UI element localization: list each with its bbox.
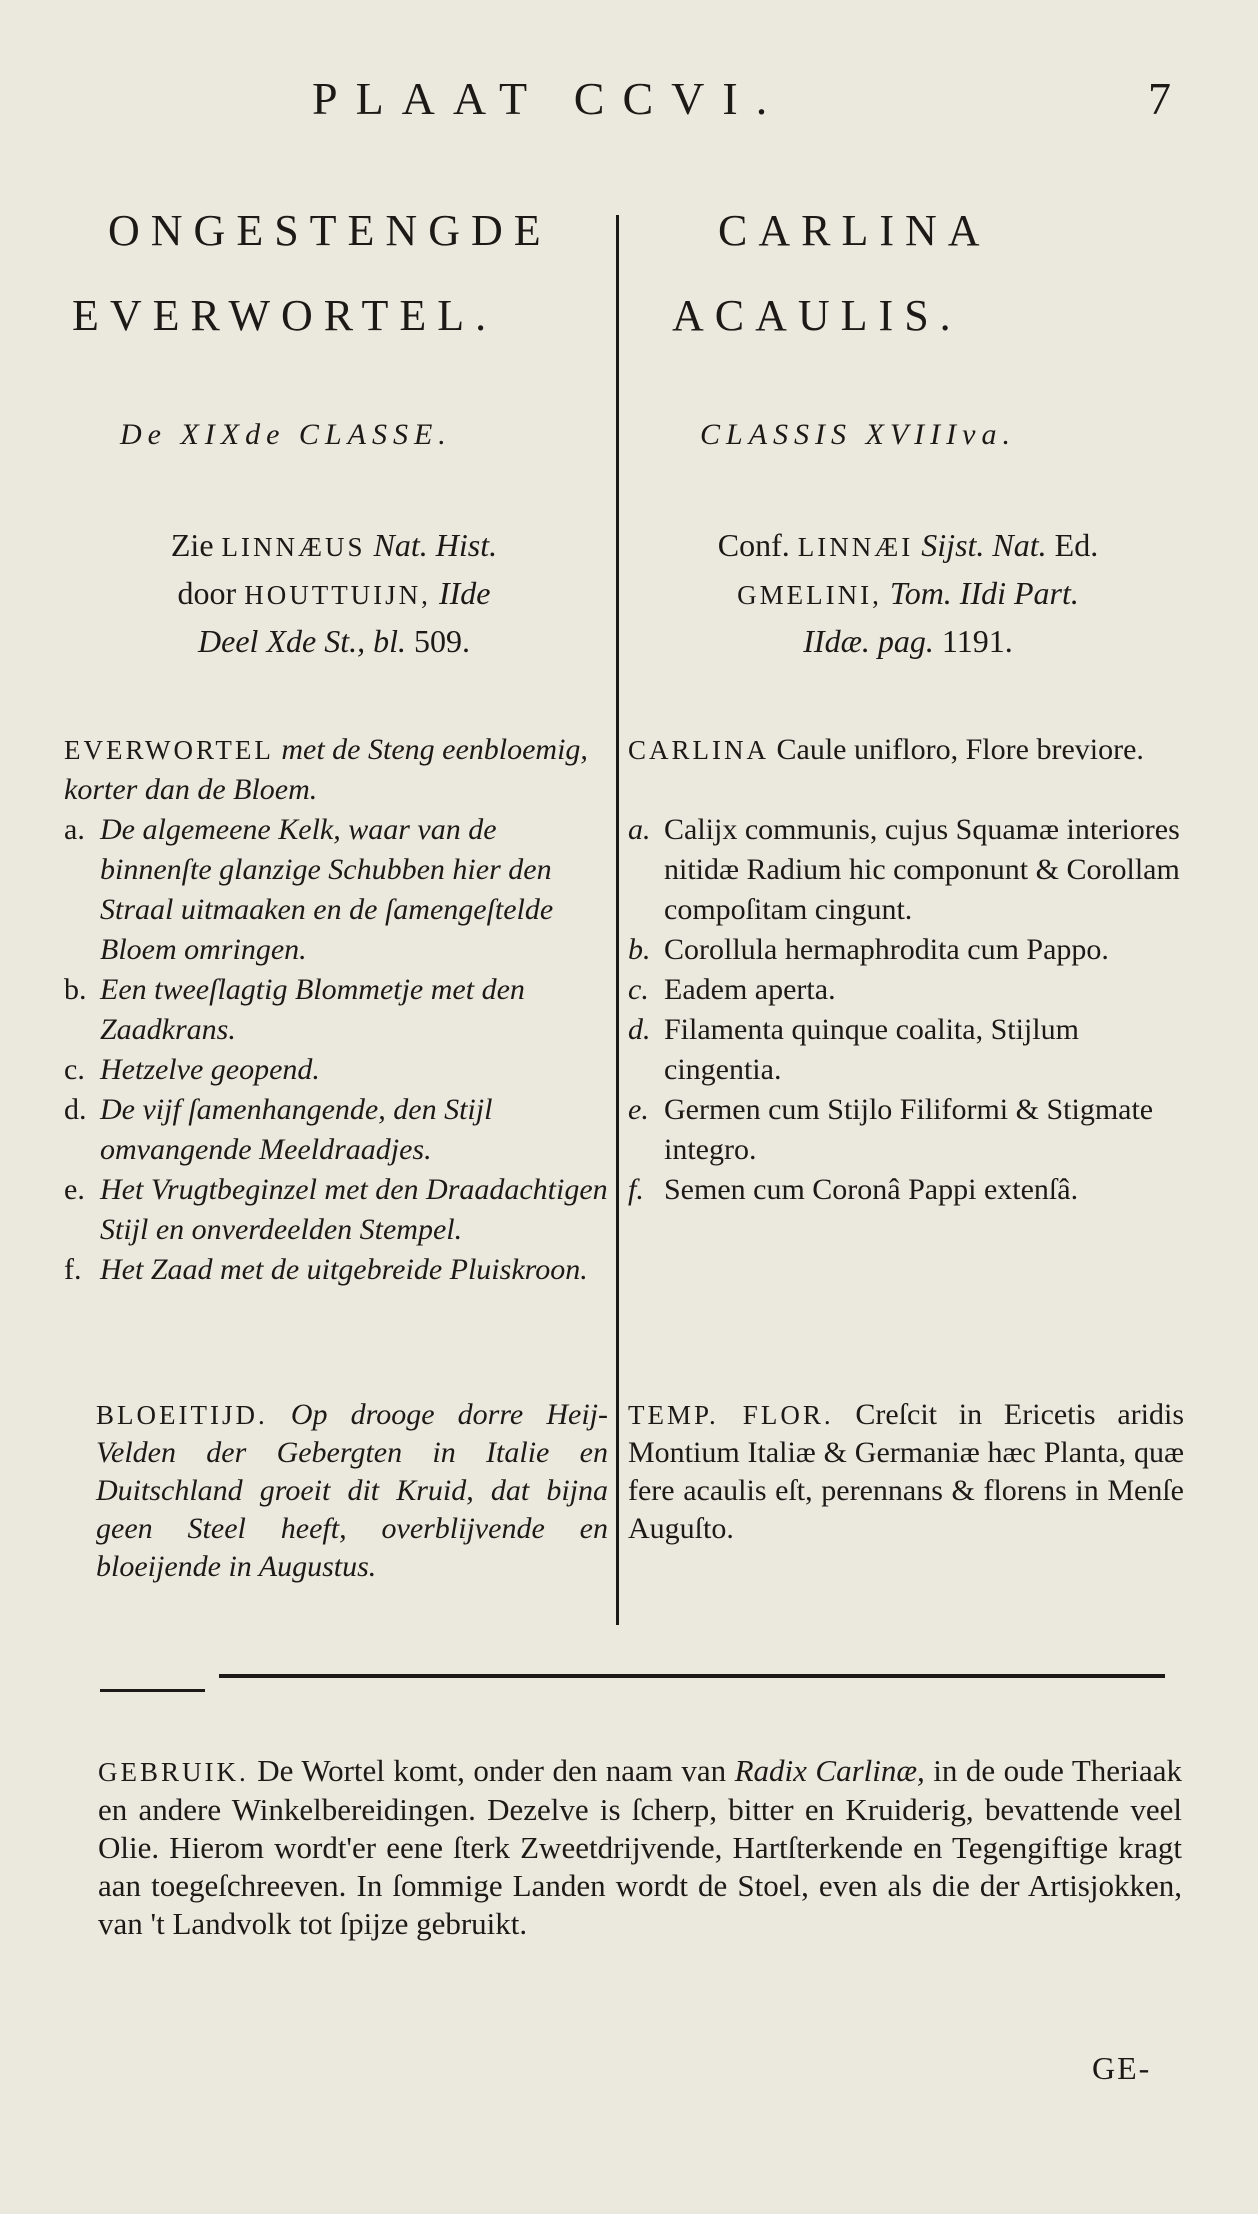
latin-reference: Conf. LINNÆI Sijst. Nat. Ed. GMELINI, Tom. IIdi Part. IIdæ. pag. 1191. xyxy=(717,527,1099,659)
latin-title-line2: ACAULIS. xyxy=(672,291,962,340)
latin-lead-name: CARLINA xyxy=(628,735,769,765)
section-rule-long xyxy=(219,1674,1165,1678)
list-item: a. Calijx communis, cujus Squamæ interiores nitidæ Radium hic componunt & Corollam compoſitam cingunt. xyxy=(628,813,1180,926)
latin-title-line1: CARLINA xyxy=(718,206,991,255)
section-rule-short xyxy=(100,1689,205,1692)
list-item: c. Hetzelve geopend. xyxy=(64,1053,320,1086)
dutch-lead-text: met de Steng eenbloemig, korter dan de Bloem. xyxy=(64,733,588,806)
list-item: f. Semen cum Coronâ Pappi extenſâ. xyxy=(628,1173,1079,1206)
dutch-flowering: BLOEITIJD. Op drooge dorre Heij-Velden der Gebergten in Italie en Duitschland groeit dit Kruid, dat bijna geen Steel heeft, overblijvende en bloeijende in Augustus. xyxy=(96,1398,609,1583)
latin-flowering: TEMP. FLOR. Creſcit in Ericetis aridis Montium Italiæ & Germaniæ hæc Planta, quæ fere acaulis eſt, perennans & florens in Menſe Auguſto. xyxy=(628,1398,1184,1545)
dutch-classe: De XIXde CLASSE. xyxy=(120,418,452,451)
list-item: c. Eadem aperta. xyxy=(628,973,836,1006)
list-item: b. Een tweeſlagtig Blommetje met den Zaadkrans. xyxy=(64,973,525,1046)
latin-item-list xyxy=(628,810,1188,1210)
dutch-lead xyxy=(64,730,610,810)
list-item: e. Het Vrugtbeginzel met den Draadachtigen Stijl en onverdeelden Stempel. xyxy=(64,1173,608,1246)
list-item: f. Het Zaad met de uitgebreide Pluiskroon. xyxy=(64,1253,588,1286)
list-item: a. De algemeene Kelk, waar van de binnenſte glanzige Schubben hier den Straal uitmaaken en de ſamengeſtelde Bloem omringen. xyxy=(64,813,554,966)
latin-lead-text: Caule unifloro, Flore breviore. xyxy=(776,733,1144,766)
dutch-item-list xyxy=(64,810,610,1290)
usage-label: GEBRUIK. xyxy=(98,1757,249,1787)
page-number: 7 xyxy=(1148,73,1171,124)
dutch-title-line1: ONGESTENGDE xyxy=(108,206,552,255)
plate-header: PLAAT CCVI. xyxy=(312,73,786,124)
dutch-lead-name: EVERWORTEL xyxy=(64,735,274,765)
catchword: GE- xyxy=(1092,2050,1152,2086)
list-item: b. Corollula hermaphrodita cum Pappo. xyxy=(628,933,1109,966)
list-item: d. De vijf ſamenhangende, den Stijl omvangende Meeldraadjes. xyxy=(64,1093,493,1166)
list-item: e. Germen cum Stijlo Filiformi & Stigmate integro. xyxy=(628,1093,1154,1166)
usage-paragraph: GEBRUIK. De Wortel komt, onder den naam van Radix Carlinæ, in de oude Theriaak en andere Winkelbereidingen. Dezelve is ſcherp, bitter en Kruiderig, bevattende veel Olie. Hierom wordt'er eene ſterk Zweetdrijvende, Hartſterkende en Tegengiftige kragt aan toegeſchreeven. In ſommige Landen wordt de Stoel, even als die der Artisjokken, van 't Landvolk tot ſpijze gebruikt. xyxy=(98,1753,1183,1941)
dutch-title-line2: EVERWORTEL. xyxy=(72,291,498,340)
latin-lead xyxy=(628,730,1188,770)
dutch-reference: Zie LINNÆUS Nat. Hist. door HOUTTUIJN, IIde Deel Xde St., bl. 509. xyxy=(170,527,498,659)
list-item: d. Filamenta quinque coalita, Stijlum cingentia. xyxy=(628,1013,1079,1086)
column-divider xyxy=(616,215,619,1625)
latin-classe: CLASSIS XVIIIva. xyxy=(700,418,1016,451)
